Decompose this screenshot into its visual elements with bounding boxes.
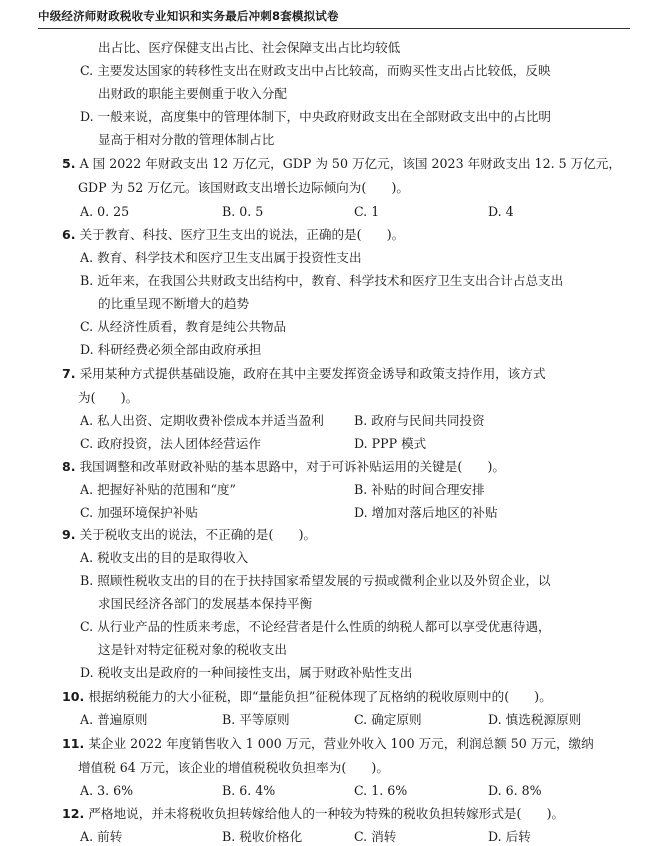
answer-option: C. 消转 <box>354 829 397 844</box>
question-number: 9. <box>62 527 76 542</box>
answer-option: D. 增加对落后地区的补贴 <box>354 505 498 520</box>
answer-option: B. 0. 5 <box>222 204 264 219</box>
line-text: B. 照顾性税收支出的目的在于扶持国家希望发展的亏损或微利企业以及外贸企业，以 <box>80 573 551 588</box>
answer-option: C. 加强环境保护补贴 <box>80 505 198 520</box>
question-number: 7. <box>62 366 76 381</box>
line-text: 某企业 2022 年度销售收入 1 000 万元，营业外收入 100 万元，利润总额 50 万元，缴纳 <box>88 736 594 751</box>
line-text: D. 科研经费必须全部由政府承担 <box>80 342 262 357</box>
answer-option: A. 0. 25 <box>80 204 130 219</box>
line-text: 为( )。 <box>78 390 139 405</box>
question-text-line <box>80 550 248 566</box>
line-text: C. 从经济性质看，教育是纯公共物品 <box>80 319 287 334</box>
answer-option: D. 4 <box>488 204 514 219</box>
answer-option: A. 前转 <box>80 829 123 844</box>
line-text: 采用某种方式提供基础设施，政府在其中主要发挥资金诱导和政策支持作用，该方式 <box>79 366 546 381</box>
question-text-line <box>98 296 249 312</box>
answer-option: C. 1. 6% <box>354 783 408 798</box>
line-text: A 国 2022 年财政支出 12 万亿元，GDP 为 50 万亿元，该国 2023 年财政支出 12. 5 万亿元， <box>79 156 621 171</box>
answer-option: A. 3. 6% <box>80 783 134 798</box>
question-stem <box>62 806 564 822</box>
answer-option: A. 把握好补贴的范围和“度” <box>80 482 236 497</box>
answer-option: D. PPP 模式 <box>354 436 427 451</box>
question-number: 8. <box>62 459 76 474</box>
question-text-line <box>78 180 409 196</box>
line-text: A. 教育、科学技术和医疗卫生支出属于投资性支出 <box>80 250 362 265</box>
answer-option: D. 慎选税源原则 <box>488 712 582 727</box>
question-text-line <box>98 596 312 612</box>
line-text: D. 税收支出是政府的一种间接性支出，属于财政补贴性支出 <box>80 665 413 680</box>
question-text-line <box>80 63 551 79</box>
question-number: 5. <box>62 156 76 171</box>
line-text: C. 主要发达国家的转移性支出在财政支出中占比较高，而购买性支出占比较低，反映 <box>80 63 551 78</box>
answer-option: C. 1 <box>354 204 380 219</box>
answer-option: B. 政府与民间共同投资 <box>354 413 485 428</box>
answer-option: B. 平等原则 <box>222 712 290 727</box>
question-text-line <box>98 40 400 56</box>
line-text: GDP 为 52 万亿元。该国财政支出增长边际倾向为( )。 <box>78 180 409 195</box>
question-text-line <box>80 573 551 589</box>
line-text: 显高于相对分散的管理体制占比 <box>98 132 275 147</box>
question-text-line <box>80 665 413 681</box>
question-number: 10. <box>62 689 85 704</box>
page-header-title: 中级经济师财政税收专业知识和实务最后冲刺8套模拟试卷 <box>38 9 339 23</box>
question-stem <box>62 736 594 752</box>
question-stem <box>62 156 621 172</box>
line-text: 严格地说，并未将税收负担转嫁给他人的一种较为特殊的税收负担转嫁形式是( )。 <box>88 806 565 821</box>
line-text: 这是针对特定征税对象的税收支出 <box>98 642 287 657</box>
line-text: A. 税收支出的目的是取得收入 <box>80 550 249 565</box>
line-text: 我国调整和改革财政补贴的基本思路中，对于可诉补贴运用的关键是( )。 <box>79 459 505 474</box>
question-text-line <box>98 642 287 658</box>
question-number: 12. <box>62 806 85 821</box>
line-text: B. 近年来，在我国公共财政支出结构中，教育、科学技术和医疗卫生支出合计占总支出 <box>80 273 564 288</box>
line-text: 关于税收支出的说法，不正确的是( )。 <box>79 527 317 542</box>
question-text-line <box>80 342 261 358</box>
question-text-line <box>80 319 286 335</box>
question-text-line <box>78 390 138 406</box>
line-text: 根据纳税能力的大小征税，即“量能负担”征税体现了瓦格纳的税收原则中的( )。 <box>88 689 552 704</box>
question-text-line <box>80 619 551 635</box>
question-stem <box>62 227 404 243</box>
question-text-line <box>80 273 563 289</box>
answer-option: A. 私人出资、定期收费补偿成本并适当盈利 <box>80 413 324 428</box>
header-divider <box>38 28 630 29</box>
question-stem <box>62 689 552 705</box>
question-stem <box>62 366 546 382</box>
line-text: 求国民经济各部门的发展基本保持平衡 <box>98 596 313 611</box>
question-text-line <box>80 250 362 266</box>
line-text: 增值税 64 万元，该企业的增值税税收负担率为( )。 <box>78 760 389 775</box>
line-text: 的比重呈现不断增大的趋势 <box>98 296 250 311</box>
answer-option: A. 普遍原则 <box>80 712 148 727</box>
question-text-line <box>80 109 551 125</box>
line-text: D. 一般来说，高度集中的管理体制下，中央政府财政支出在全部财政支出中的占比明 <box>80 109 552 124</box>
line-text: 关于教育、科技、医疗卫生支出的说法，正确的是( )。 <box>79 227 405 242</box>
question-number: 11. <box>62 736 85 751</box>
answer-option: D. 后转 <box>488 829 531 844</box>
question-text-line <box>98 86 287 102</box>
question-text-line <box>78 760 389 776</box>
answer-option: C. 确定原则 <box>354 712 422 727</box>
question-stem <box>62 527 316 543</box>
answer-option: B. 税收价格化 <box>222 829 303 844</box>
question-number: 6. <box>62 227 76 242</box>
line-text: 出占比、医疗保健支出占比、社会保障支出占比均较低 <box>98 40 401 55</box>
answer-option: D. 6. 8% <box>488 783 542 798</box>
answer-option: B. 补贴的时间合理安排 <box>354 482 485 497</box>
answer-option: C. 政府投资，法人团体经营运作 <box>80 436 261 451</box>
line-text: C. 从行业产品的性质来考虑，不论经营者是什么性质的纳税人都可以享受优惠待遇， <box>80 619 551 634</box>
question-stem <box>62 459 505 475</box>
answer-option: B. 6. 4% <box>222 783 276 798</box>
line-text: 出财政的职能主要侧重于收入分配 <box>98 86 287 101</box>
question-text-line <box>98 132 274 148</box>
